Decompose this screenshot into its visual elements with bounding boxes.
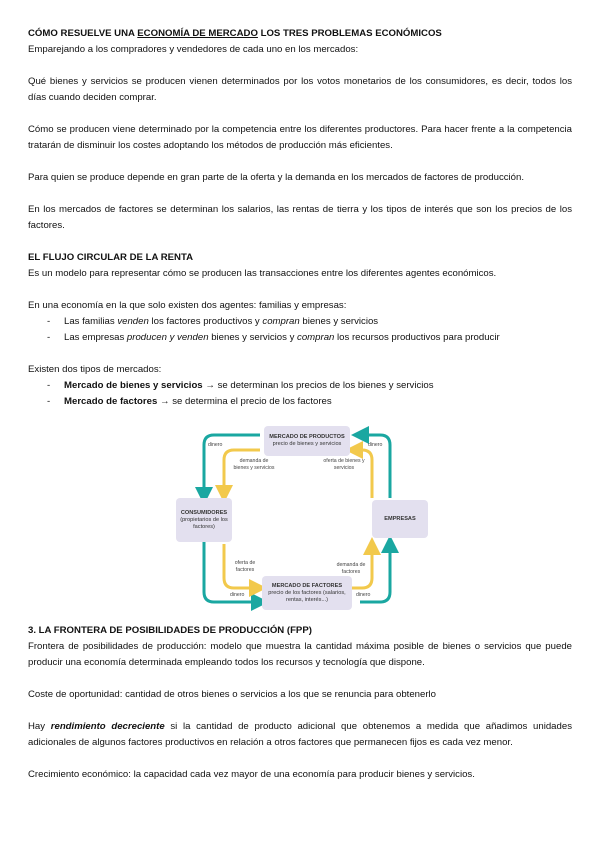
consumers-box: CONSUMIDORES (propietarios de los factores) xyxy=(176,498,232,542)
paragraph-como: Cómo se producen viene determinado por la competencia entre los diferentes productores. Para hacer frente a la competencia tratarán de disminuir los costes adoptando los métodos de producción más eficientes. xyxy=(28,124,572,151)
agents-intro: En una economía en la que solo existen dos agentes: familias y empresas: xyxy=(28,300,347,311)
firms-box: EMPRESAS xyxy=(372,500,428,538)
paragraph-fpp: Frontera de posibilidades de producción: modelo que muestra la cantidad máxima posible de bienes o servicios que puede producir una economía determinada empleando todos los recursos y tecnología que dispone. xyxy=(28,641,572,668)
title-underlined-term: ECONOMÍA DE MERCADO xyxy=(137,28,258,39)
paragraph-mercados-factores: En los mercados de factores se determinan los salarios, las rentas de tierra y los tipos de interés que son los precios de los factores. xyxy=(28,204,572,231)
label-demanda-factores: demanda de factores xyxy=(336,562,366,575)
paragraph-rendimiento: Hay rendimiento decreciente si la cantidad de producto adicional que obtenemos a medida que añadimos unidades adicionales de algunos factores productivos en relación a otros factores que permanecen fijos es cada vez menor. xyxy=(28,721,572,748)
list-item: - Las familias venden los factores productivos y compran bienes y servicios xyxy=(47,316,379,327)
product-market-box: MERCADO DE PRODUCTOS precio de bienes y servicios xyxy=(264,426,350,456)
section2-intro: Es un modelo para representar cómo se producen las transacciones entre los diferentes agentes económicos. xyxy=(28,268,497,279)
section1-intro: Emparejando a los compradores y vendedores de cada uno en los mercados: xyxy=(28,44,359,55)
paragraph-para-quien: Para quien se produce depende en gran parte de la oferta y la demanda en los mercados de factores de producción. xyxy=(28,172,525,183)
paragraph-coste-oportunidad: Coste de oportunidad: cantidad de otros bienes o servicios a los que se renuncia para obtenerlo xyxy=(28,689,436,700)
section3-title: 3. LA FRONTERA DE POSIBILIDADES DE PRODUCCIÓN (FPP) xyxy=(28,625,312,636)
label-dinero: dinero xyxy=(368,442,383,448)
list-item: - Mercado de factores → se determina el precio de los factores xyxy=(47,396,332,407)
paragraph-crecimiento: Crecimiento económico: la capacidad cada vez mayor de una economía para producir bienes y servicios. xyxy=(28,769,475,780)
label-oferta-bienes: oferta de bienes y servicios xyxy=(323,458,365,471)
label-oferta-factores: oferta de factores xyxy=(234,560,256,573)
document-page xyxy=(28,26,572,783)
section1-title: CÓMO RESUELVE UNA ECONOMÍA DE MERCADO LOS TRES PROBLEMAS ECONÓMICOS xyxy=(28,28,442,39)
factor-market-box: MERCADO DE FACTORES precio de los factores (salarios, rentas, interés...) xyxy=(262,576,352,610)
label-demanda-bienes: demanda de bienes y servicios xyxy=(233,458,275,471)
markets-list xyxy=(28,378,572,410)
list-item: - Mercado de bienes y servicios → se determinan los precios de los bienes y servicios xyxy=(47,380,434,391)
label-dinero: dinero xyxy=(208,442,223,448)
label-dinero: dinero xyxy=(230,592,245,598)
goods-flow-left xyxy=(224,450,260,494)
circular-flow-diagram xyxy=(172,420,442,615)
list-item: - Las empresas producen y venden bienes y servicios y compran los recursos productivos para producir xyxy=(47,332,500,343)
label-dinero: dinero xyxy=(356,592,371,598)
agents-list xyxy=(28,314,572,346)
section2-title: EL FLUJO CIRCULAR DE LA RENTA xyxy=(28,252,194,263)
paragraph-que: Qué bienes y servicios se producen vienen determinados por los votos monetarios de los consumidores, es decir, todos los días cuando deciden comprar. xyxy=(28,76,572,103)
markets-intro: Existen dos tipos de mercados: xyxy=(28,364,162,375)
